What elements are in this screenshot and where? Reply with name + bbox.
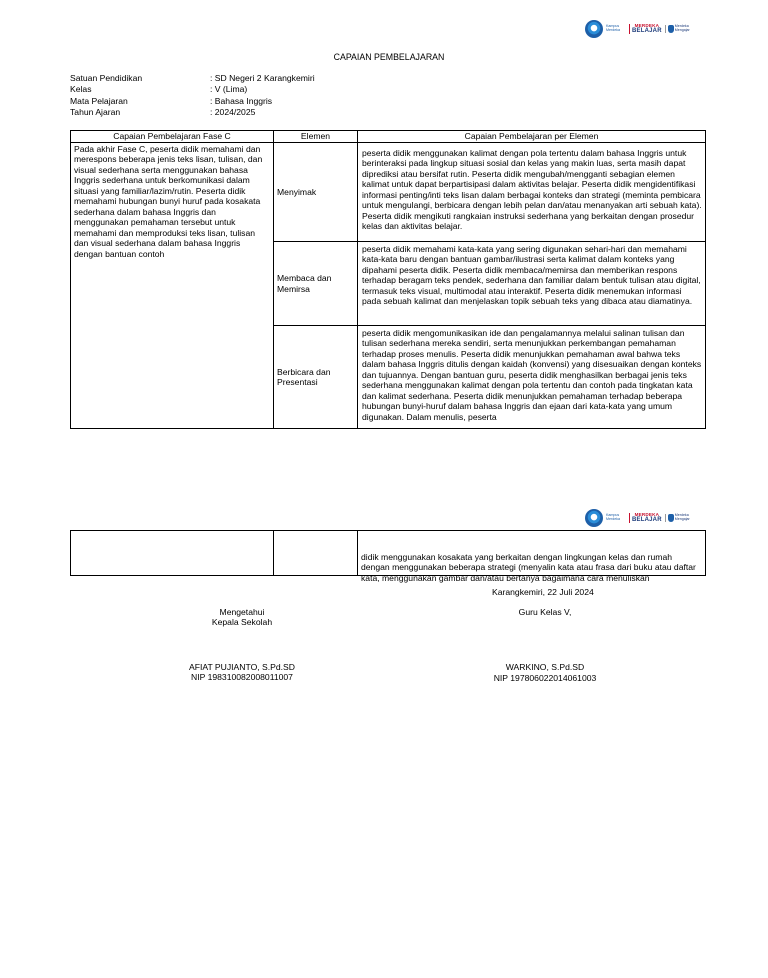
empty-cell: [274, 531, 358, 576]
meta-row: [70, 73, 315, 84]
meta-row: [70, 96, 315, 107]
merdeka-text: MERDEKA: [634, 511, 660, 517]
meta-label: Tahun Ajaran: [70, 106, 121, 117]
merdeka-belajar-logo: [629, 513, 662, 524]
teacher-signature: [445, 607, 645, 683]
table-row: [71, 143, 706, 242]
meta-value: : SD Negeri 2 Karangkemiri: [210, 73, 315, 83]
column-header: Capaian Pembelajaran per Elemen: [358, 131, 706, 143]
document-title: CAPAIAN PEMBELAJARAN: [333, 52, 445, 62]
merdeka-mengajar-logo: [665, 514, 693, 522]
signature-label: Mengetahui: [219, 607, 265, 617]
merdeka-mengajar-text: Merdeka Mengajar: [674, 24, 690, 32]
elemen-cell: Membaca dan Memirsa: [274, 242, 358, 326]
header-logos: [585, 20, 693, 38]
capaian-cell: peserta didik menggunakan kalimat dengan pola tertentu dalam bahasa Inggris untuk berinteraksi pada lingkup situasi sosial dan kelas yang makin luas, serta masih dapat diprediksi atau bersifat rutin. Peserta didik mengubah/mengganti sebagian elemen kalimat untuk dapat berpartisipasi dalam aktivitas belajar. Peserta didik mengidentifikasi informasi penting/inti teks lisan dalam berbagai konteks dan strategi (meminta pembicara untuk mengulangi, berbicara dengan lebih pelan dan/atau menanyakan arti sebuah kata). Peserta didik mengikuti rangkaian instruksi sederhana yang berkaitan dengan prosedur kelas dan aktivitas belajar.: [358, 143, 706, 242]
meta-label: Kelas: [70, 84, 92, 95]
identity-block: [70, 73, 315, 118]
belajar-text: BELAJAR: [632, 28, 662, 35]
meta-row: [70, 107, 315, 118]
meta-row: [70, 84, 315, 95]
header-logos-page-2: [585, 509, 693, 527]
column-header: Elemen: [274, 131, 358, 143]
signature-name: WARKINO, S.Pd.SD: [505, 662, 585, 673]
meta-value: : 2024/2025: [210, 106, 256, 117]
kampus-merdeka-logo-icon: [585, 20, 603, 38]
empty-cell: [71, 531, 274, 576]
meta-value: : Bahasa Inggris: [210, 95, 273, 106]
kampus-merdeka-text: Kampus Merdeka: [606, 513, 620, 521]
fase-c-description: Pada akhir Fase C, peserta didik memahami dan merespons beberapa jenis teks lisan, tulisan, dan visual sederhana serta menggunakan bahasa Inggris sederhana untuk berkomunikasi dalam situasi yang familiar/lazim/rutin. Peserta didik memahami hubungan bunyi huruf pada kosakata sederhana dalam bahasa Inggris dan menggunakan pemahaman tersebut untuk memahami dan memproduksi teks lisan, tulisan dan visual sederhana dalam bahasa Inggris dengan bantuan contoh: [71, 143, 274, 429]
kampus-merdeka-logo-icon: [585, 509, 603, 527]
capaian-cell: peserta didik mengomunikasikan ide dan pengalamannya melalui salinan tulisan dan tulisan sederhana mereka sendiri, serta menunjukkan perkembangan pemahaman terhadap proses menulis. Peserta didik menunjukkan pemahaman awal bahwa teks dalam bahasa Inggris ditulis dengan kaidah (konvensi) yang disesuaikan dengan konteks dan tujuannya. Dengan bantuan guru, peserta didik menghasilkan berbagai jenis teks sederhana menggunakan kalimat dengan pola tertentu dan contoh pada tingkatan kata dan kalimat sederhana. Peserta didik menunjukkan pemahaman terhadap beberapa hubungan bunyi-huruf dalam bahasa Inggris dan ejaan dari kata-kata yang umum digunakan. Dalam menulis, peserta: [358, 326, 706, 429]
merdeka-text: MERDEKA: [634, 22, 660, 28]
merdeka-mengajar-text: Merdeka Mengajar: [674, 513, 690, 521]
meta-label: Mata Pelajaran: [70, 95, 128, 106]
meta-label: Satuan Pendidikan: [70, 73, 143, 83]
elemen-cell: Menyimak: [274, 143, 358, 242]
signature-date: Karangkemiri, 22 Juli 2024: [492, 587, 594, 597]
kampus-merdeka-text: Kampus Merdeka: [606, 24, 620, 32]
table-header-row: [71, 131, 706, 143]
signature-role: Kepala Sekolah: [211, 617, 273, 628]
capaian-table: [70, 130, 706, 429]
signature-nip: NIP 198310082008011007: [191, 672, 293, 683]
merdeka-mengajar-logo: [665, 25, 693, 33]
signature-name: AFIAT PUJIANTO, S.Pd.SD: [188, 661, 295, 672]
hand-icon: [668, 514, 674, 522]
column-header: Capaian Pembelajaran Fase C: [71, 131, 274, 143]
signature-nip: NIP 197806022014061003: [493, 672, 597, 683]
merdeka-belajar-logo: [629, 24, 662, 35]
meta-value: : V (Lima): [210, 84, 248, 95]
capaian-continuation: didik menggunakan kosakata yang berkaitan dengan lingkungan kelas dan rumah dengan menggunakan beberapa strategi (menyalin kata atau frasa dari buku atau daftar kata, menggunakan gambar dan/atau bertanya bagaimana cara menuliskan: [361, 552, 696, 583]
principal-signature: [142, 607, 342, 683]
hand-icon: [668, 25, 674, 33]
elemen-cell: Berbicara dan Presentasi: [274, 326, 358, 429]
capaian-cell: peserta didik memahami kata-kata yang sering digunakan sehari-hari dan memahami kata-kata baru dengan bantuan gambar/ilustrasi serta kalimat dalam konteks yang dipahami peserta didik. Peserta didik membaca/memirsa dan memberikan respons terhadap beragam teks pendek, sederhana dan familiar dalam bentuk tulisan atau digital, termasuk teks visual, multimodal atau interaktif. Peserta didik menemukan informasi pada sebuah kalimat dan menjelaskan topik sebuah teks yang dibaca atau diamatinya.: [358, 242, 706, 326]
signature-role: Guru Kelas V,: [518, 607, 572, 617]
belajar-text: BELAJAR: [632, 517, 662, 524]
